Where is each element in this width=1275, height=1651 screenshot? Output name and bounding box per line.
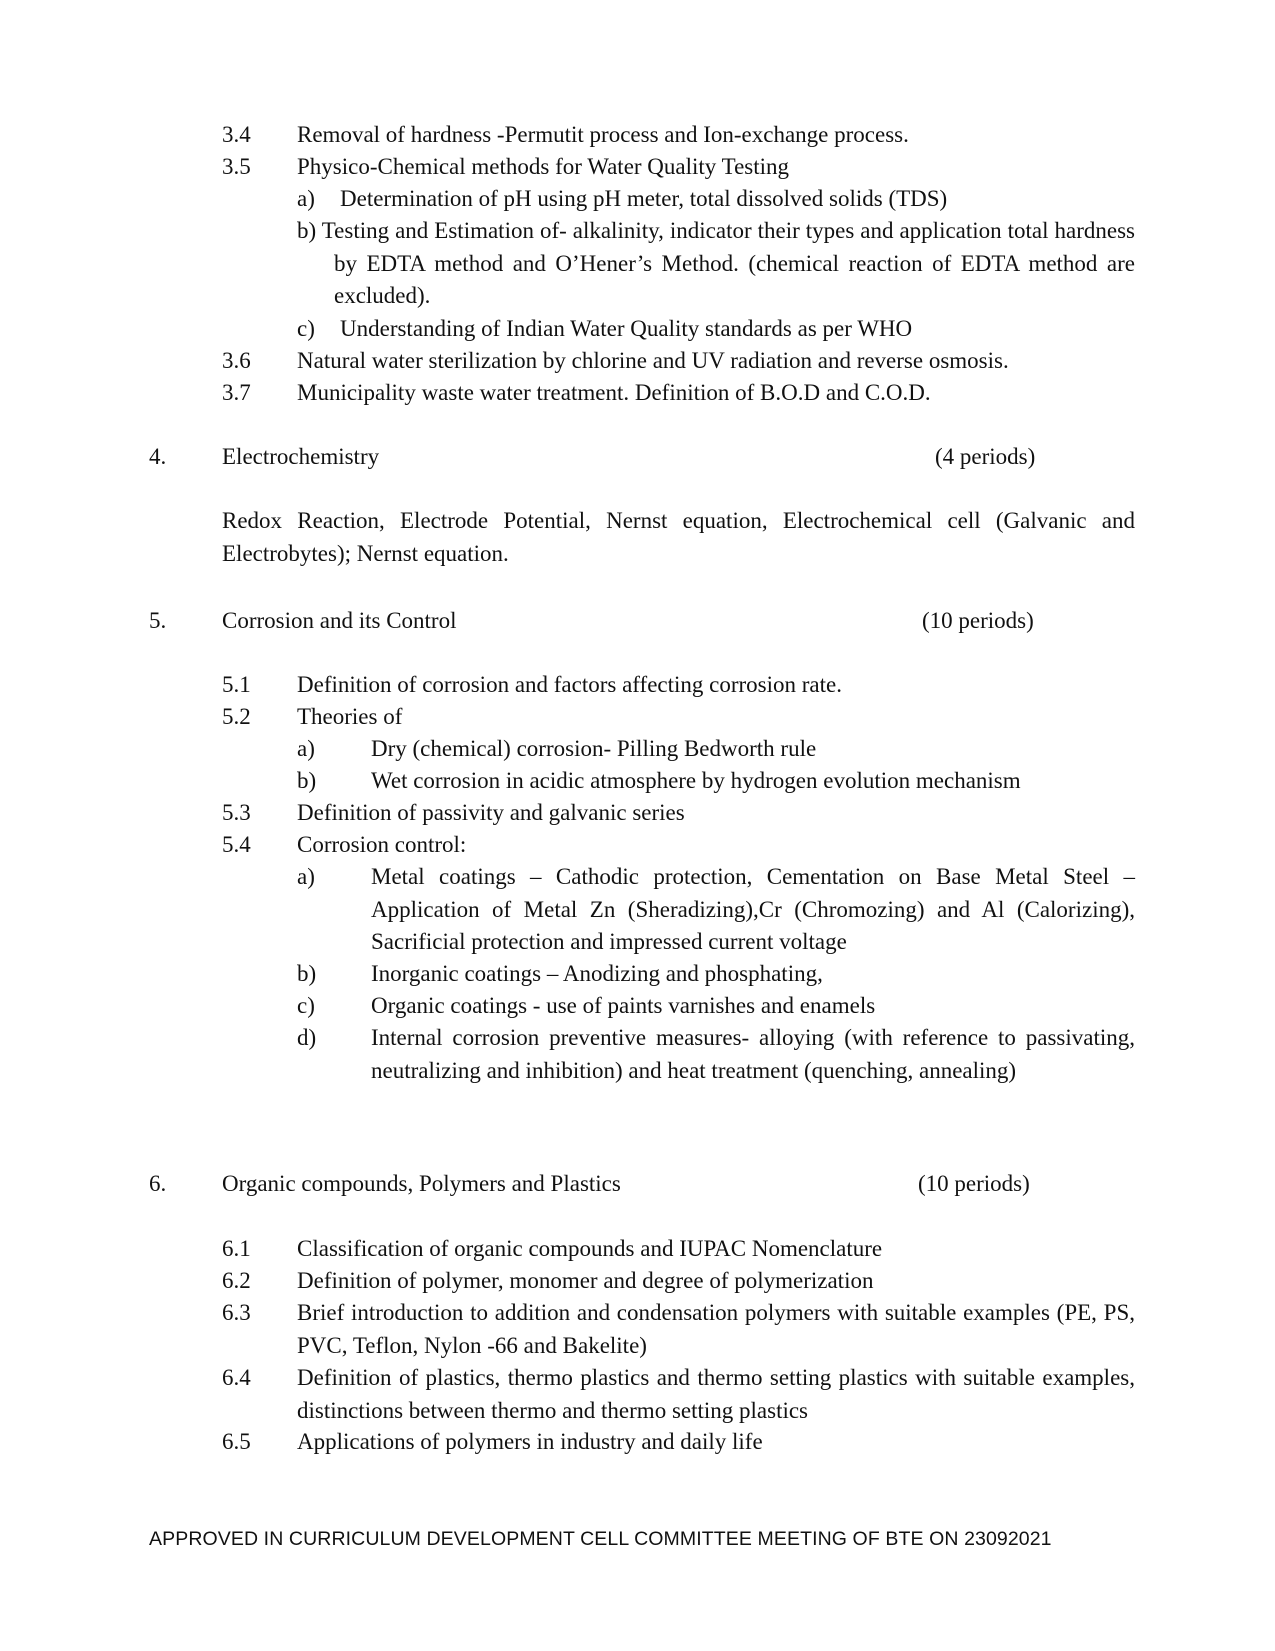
- item-text-3-5: Physico-Chemical methods for Water Quality Testing: [297, 154, 790, 179]
- section-number-4: 4.: [149, 444, 167, 469]
- item-number-6-2: 6.2: [222, 1268, 251, 1293]
- item-text-5-1: Definition of corrosion and factors affecting corrosion rate.: [297, 672, 842, 697]
- subitem-label-5-4-a: a): [297, 864, 315, 889]
- item-number-6-3: 6.3: [222, 1300, 251, 1325]
- item-text-3-4: Removal of hardness -Permutit process and Ion-exchange process.: [297, 122, 909, 147]
- item-text-6-5: Applications of polymers in industry and daily life: [297, 1429, 763, 1454]
- subitem-label-5-4-b: b): [297, 961, 317, 986]
- section-title-6: Organic compounds, Polymers and Plastics: [222, 1171, 621, 1196]
- subitem-3-5-b-paragraph: b) Testing and Estimation of- alkalinity, indicator their types and application total hardness by EDTA method and O’Hener’s Method. (chemical reaction of EDTA method are excluded).: [297, 218, 1135, 308]
- section-periods-5: (10 periods): [922, 608, 1034, 633]
- subitem-text-5-2-b: Wet corrosion in acidic atmosphere by hydrogen evolution mechanism: [371, 768, 1021, 793]
- section-periods-4: (4 periods): [935, 444, 1036, 469]
- item-number-6-1: 6.1: [222, 1236, 251, 1261]
- item-text-5-3: Definition of passivity and galvanic series: [297, 800, 685, 825]
- section-periods-6: (10 periods): [918, 1171, 1030, 1196]
- subitem-text-3-5-c: Understanding of Indian Water Quality standards as per WHO: [340, 316, 913, 341]
- subitem-text-5-4-a: Metal coatings – Cathodic protection, Cementation on Base Metal Steel – Application of Metal Zn (Sheradizing),Cr (Chromozing) and Al (Calorizing), Sacrificial protection and impressed current voltage: [371, 864, 1135, 954]
- subitem-label-3-5-a: a): [297, 186, 315, 211]
- item-text-6-1: Classification of organic compounds and IUPAC Nomenclature: [297, 1236, 883, 1261]
- item-text-5-4: Corrosion control:: [297, 832, 467, 857]
- item-number-5-1: 5.1: [222, 672, 251, 697]
- item-text-5-2: Theories of: [297, 704, 403, 729]
- approval-footer: APPROVED IN CURRICULUM DEVELOPMENT CELL COMMITTEE MEETING OF BTE ON 23092021: [149, 1528, 1052, 1550]
- section-body-4: Redox Reaction, Electrode Potential, Nernst equation, Electrochemical cell (Galvanic and Electrobytes); Nernst equation.: [222, 508, 1135, 566]
- item-text-6-2: Definition of polymer, monomer and degree of polymerization: [297, 1268, 874, 1293]
- item-number-5-3: 5.3: [222, 800, 251, 825]
- subitem-text-3-5-a: Determination of pH using pH meter, total dissolved solids (TDS): [340, 186, 948, 211]
- subitem-text-5-4-b: Inorganic coatings – Anodizing and phosphating,: [371, 961, 823, 986]
- item-number-5-2: 5.2: [222, 704, 251, 729]
- item-text-6-4: Definition of plastics, thermo plastics and thermo setting plastics with suitable examples, distinctions between thermo and thermo setting plastics: [297, 1365, 1135, 1423]
- subitem-label-5-4-c: c): [297, 993, 315, 1018]
- section-title-5: Corrosion and its Control: [222, 608, 457, 633]
- item-text-3-6: Natural water sterilization by chlorine and UV radiation and reverse osmosis.: [297, 348, 1009, 373]
- item-number-5-4: 5.4: [222, 832, 251, 857]
- subitem-label-3-5-c: c): [297, 316, 315, 341]
- item-number-3-6: 3.6: [222, 348, 251, 373]
- section-number-6: 6.: [149, 1171, 167, 1196]
- item-number-3-4: 3.4: [222, 122, 251, 147]
- subitem-label-5-4-d: d): [297, 1025, 317, 1050]
- item-text-6-3: Brief introduction to addition and condensation polymers with suitable examples (PE, PS, PVC, Teflon, Nylon -66 and Bakelite): [297, 1300, 1135, 1358]
- subitem-label-5-2-a: a): [297, 736, 315, 761]
- item-number-3-7: 3.7: [222, 380, 251, 405]
- item-number-6-4: 6.4: [222, 1365, 251, 1390]
- subitem-text-3-5-b: [297, 215, 1135, 313]
- section-title-4: Electrochemistry: [222, 444, 380, 469]
- subitem-text-5-4-d: Internal corrosion preventive measures- alloying (with reference to passivating, neutralizing and inhibition) and heat treatment (quenching, annealing): [371, 1025, 1135, 1083]
- section-number-5: 5.: [149, 608, 167, 633]
- item-number-3-5: 3.5: [222, 154, 251, 179]
- subitem-label-5-2-b: b): [297, 768, 317, 793]
- subitem-text-5-2-a: Dry (chemical) corrosion- Pilling Bedworth rule: [371, 736, 817, 761]
- item-number-6-5: 6.5: [222, 1429, 251, 1454]
- item-text-3-7: Municipality waste water treatment. Definition of B.O.D and C.O.D.: [297, 380, 931, 405]
- subitem-text-5-4-c: Organic coatings - use of paints varnishes and enamels: [371, 993, 876, 1018]
